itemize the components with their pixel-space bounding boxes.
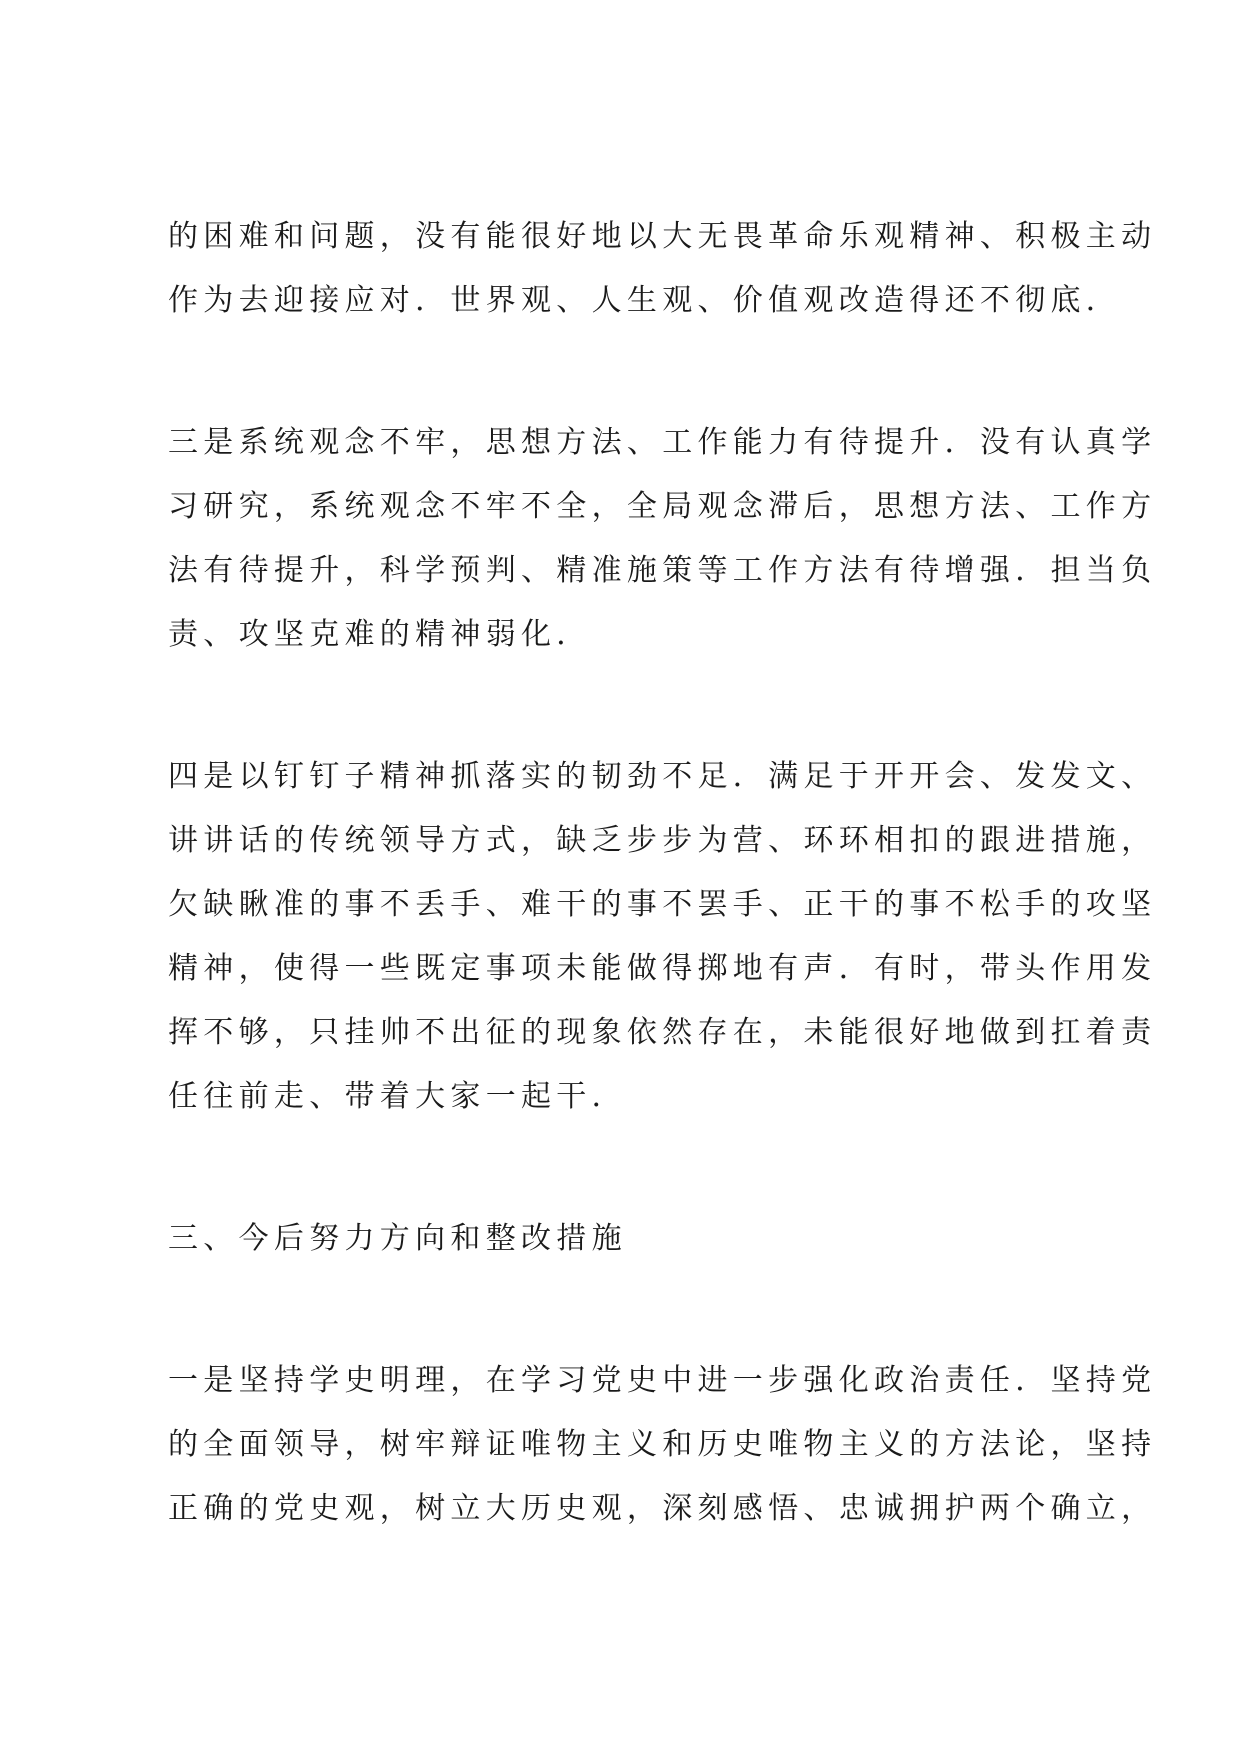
text-line: 正确的党史观，树立大历史观，深刻感悟、忠诚拥护两个确立，: [168, 1491, 1157, 1526]
paragraph-point-four: [168, 759, 1157, 1146]
paragraph-measure-one: [168, 1363, 1157, 1558]
paragraph-difficulties-continued: [168, 219, 1157, 350]
text-line: 精神，使得一些既定事项未能做得掷地有声．有时，带头作用发: [168, 951, 1157, 986]
text-line: 欠缺瞅准的事不丢手、难干的事不罢手、正干的事不松手的攻坚: [168, 887, 1157, 922]
text-line: 讲讲话的传统领导方式，缺乏步步为营、环环相扣的跟进措施，: [168, 823, 1157, 858]
document-body: [168, 219, 1157, 1558]
text-line: 作为去迎接应对．世界观、人生观、价值观改造得还不彻底．: [168, 283, 1122, 318]
text-line: 任往前走、带着大家一起干．: [168, 1079, 627, 1114]
text-line: 的全面领导，树牢辩证唯物主义和历史唯物主义的方法论，坚持: [168, 1427, 1157, 1462]
text-line: 三是系统观念不牢，思想方法、工作能力有待提升．没有认真学: [168, 425, 1157, 460]
text-line: 的困难和问题，没有能很好地以大无畏革命乐观精神、积极主动: [168, 219, 1157, 254]
text-line: 四是以钉钉子精神抓落实的韧劲不足．满足于开开会、发发文、: [168, 759, 1157, 794]
text-line: 法有待提升，科学预判、精准施策等工作方法有待增强．担当负: [168, 553, 1157, 588]
section-heading: [168, 1221, 1088, 1288]
text-line: 挥不够，只挂帅不出征的现象依然存在，未能很好地做到扛着责: [168, 1015, 1157, 1050]
text-line: 责、攻坚克难的精神弱化．: [168, 617, 592, 652]
paragraph-point-three: [168, 425, 1157, 684]
section-heading-text: 三、今后努力方向和整改措施: [168, 1221, 627, 1256]
text-line: 一是坚持学史明理，在学习党史中进一步强化政治责任．坚持党: [168, 1363, 1157, 1398]
text-line: 习研究，系统观念不牢不全，全局观念滞后，思想方法、工作方: [168, 489, 1157, 524]
